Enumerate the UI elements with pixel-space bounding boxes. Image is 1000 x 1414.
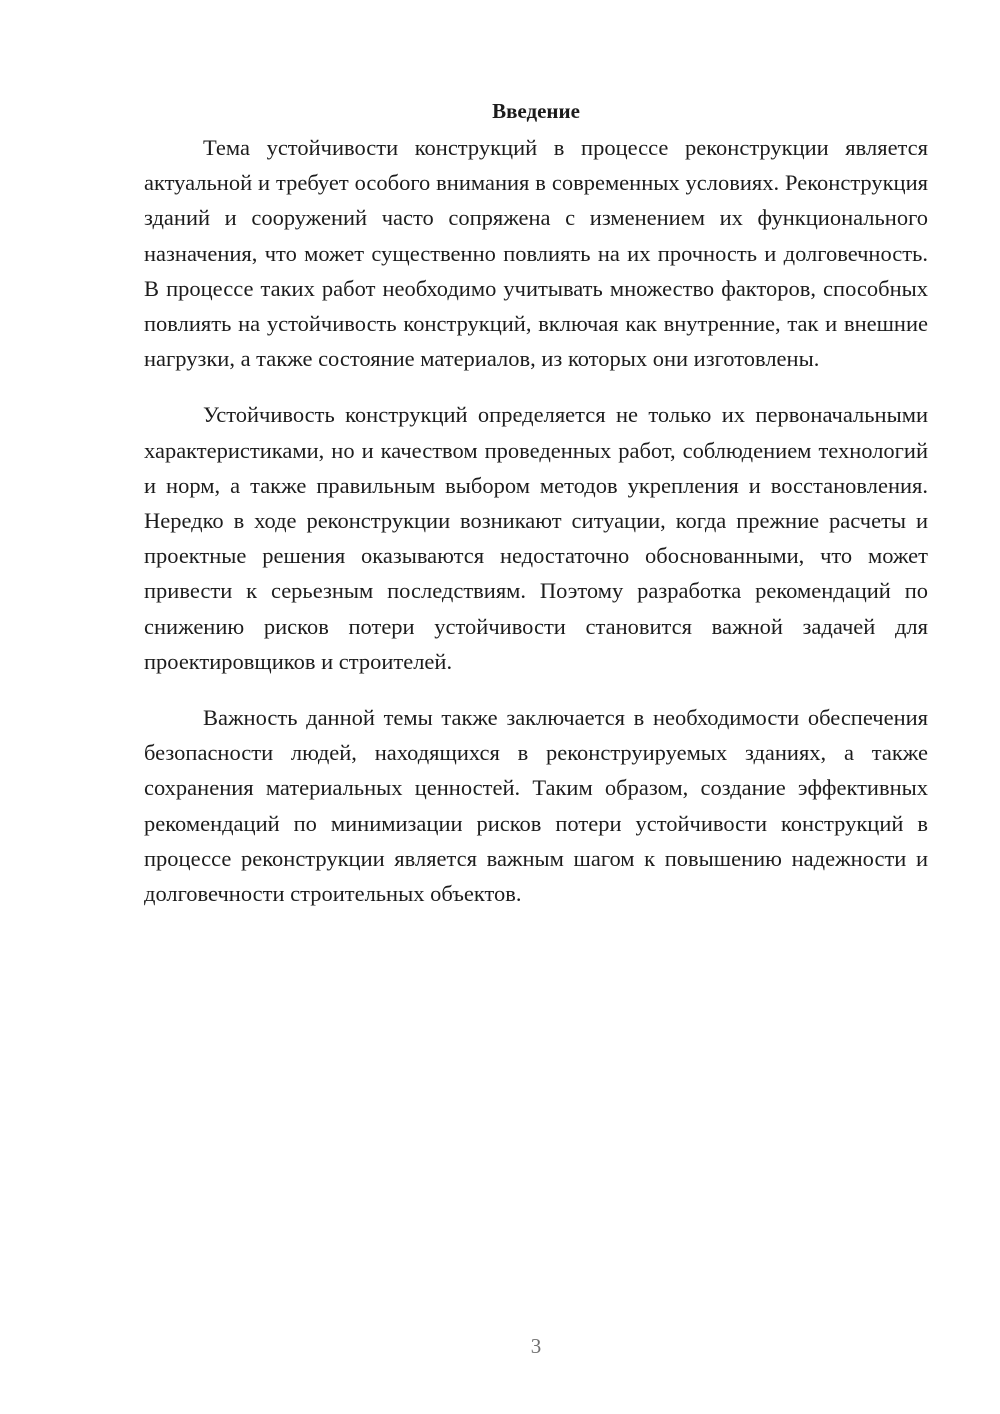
paragraph-2: Устойчивость конструкций определяется не только их первоначальными характеристиками, но и качеством проведенных работ, соблюдением технологий и норм, а также правильным выбором методов укрепления и восстановления. Нередко в ходе реконструкции возникают ситуации, когда прежние расчеты и проектные решения оказываются недостаточно обоснованными, что может привести к серьезным последствиям. Поэтому разработка рекомендаций по снижению рисков потери устойчивости становится важной задачей для проектировщиков и строителей. [144,402,928,674]
paragraph-1: Тема устойчивости конструкций в процессе реконструкции является актуальной и требует особого внимания в современных условиях. Реконструкция зданий и сооружений часто сопряжена с изменением их функционального назначения, что может существенно повлиять на их прочность и долговечность. В процессе таких работ необходимо учитывать множество факторов, способных повлиять на устойчивость конструкций, включая как внутренние, так и внешние нагрузки, а также состояние материалов, из которых они изготовлены. [144,135,928,372]
document-body [144,96,928,932]
section-heading: Введение [492,99,580,123]
page-number: 3 [530,1334,542,1358]
paragraph-3: Важность данной темы также заключается в необходимости обеспечения безопасности людей, находящихся в реконструируемых зданиях, а также сохранения материальных ценностей. Таким образом, создание эффективных рекомендаций по минимизации рисков потери устойчивости конструкций в процессе реконструкции является важным шагом к повышению надежности и долговечности строительных объектов. [144,705,928,907]
